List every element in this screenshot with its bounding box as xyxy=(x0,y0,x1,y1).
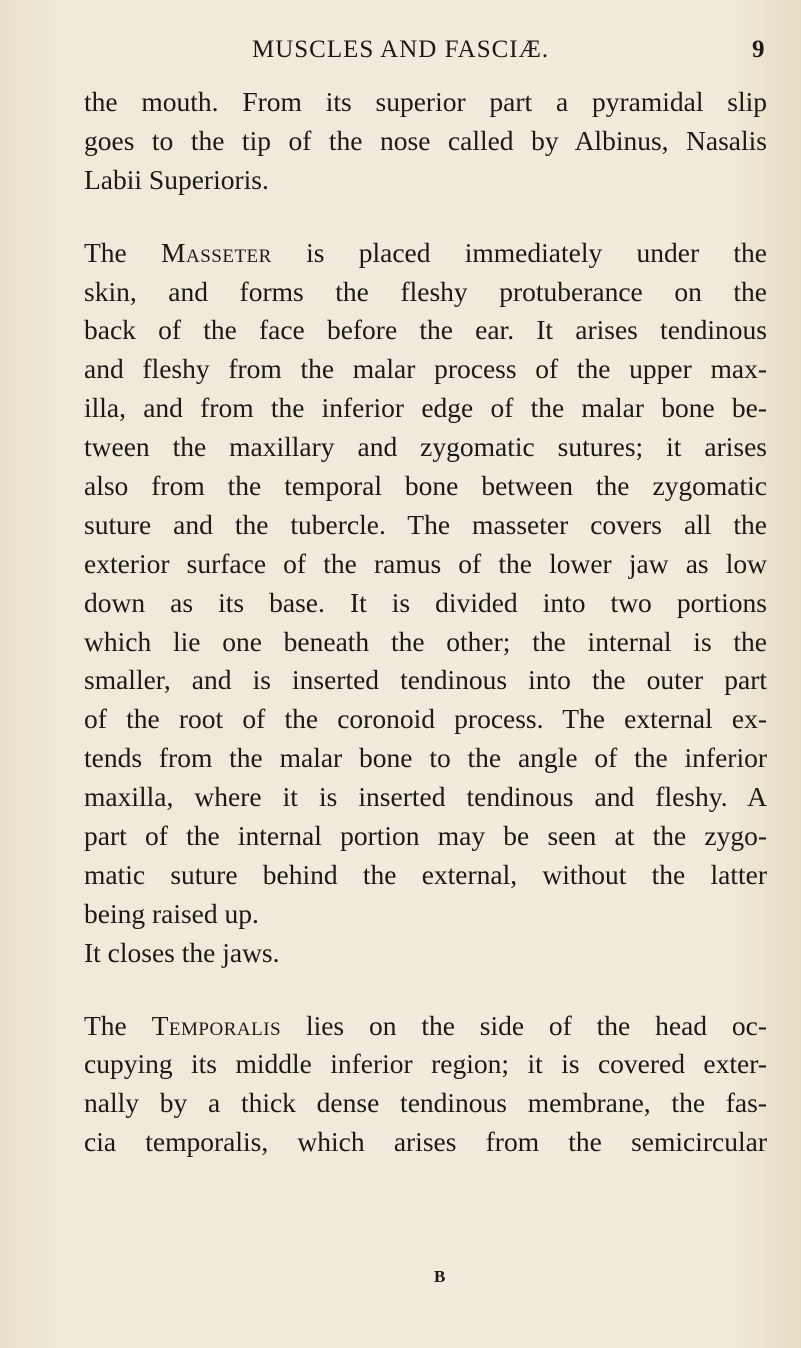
muscle-name-temporalis: Temporalis xyxy=(151,1009,282,1041)
text-line: suture and the tubercle. The masseter covers all the xyxy=(84,508,767,540)
lead-after: is placed immediately under the xyxy=(271,236,767,268)
text-line: Labii Superioris. xyxy=(84,163,269,195)
text-line-lead xyxy=(84,234,767,273)
page-number: 9 xyxy=(752,36,765,63)
text-line: goes to the tip of the nose called by Albinus, Nasalis xyxy=(84,124,767,156)
text-line: which lie one beneath the other; the internal is the xyxy=(84,625,767,657)
text-line: exterior surface of the ramus of the lower jaw as low xyxy=(84,547,767,579)
text-line: back of the face before the ear. It arises tendinous xyxy=(84,314,767,346)
text-line: smaller, and is inserted tendinous into the outer part xyxy=(84,664,767,696)
lead-before: The xyxy=(84,1009,152,1041)
muscle-name-masseter: Masseter xyxy=(161,236,272,268)
running-title: MUSCLES AND FASCIÆ. xyxy=(252,36,550,63)
paragraph-mouth-continuation xyxy=(84,83,767,200)
lead-before: The xyxy=(84,236,162,268)
text-line: also from the temporal bone between the zygomatic xyxy=(84,470,767,502)
text-line: matic suture behind the external, without the latter xyxy=(84,858,767,890)
text-line: part of the internal portion may be seen at the zygo- xyxy=(84,820,767,852)
text-line: cia temporalis, which arises from the semicircular xyxy=(84,1126,767,1158)
text-line: tends from the malar bone to the angle of the inferior xyxy=(84,742,767,774)
text-line-action: It closes the jaws. xyxy=(84,936,280,968)
text-line: being raised up. xyxy=(84,897,259,929)
text-line: of the root of the coronoid process. The external ex- xyxy=(84,703,767,735)
text-line: illa, and from the inferior edge of the malar bone be- xyxy=(84,392,767,424)
text-line: and fleshy from the malar process of the upper max- xyxy=(84,353,767,385)
paragraph-gap xyxy=(84,200,767,234)
text-line: cupying its middle inferior region; it is covered exter- xyxy=(84,1048,767,1080)
running-head xyxy=(0,36,801,66)
text-line: nally by a thick dense tendinous membrane, the fas- xyxy=(84,1087,767,1119)
paragraph-temporalis xyxy=(84,1007,767,1163)
text-line: the mouth. From its superior part a pyramidal slip xyxy=(84,86,767,117)
text-line: maxilla, where it is inserted tendinous and fleshy. A xyxy=(84,781,767,813)
text-line: tween the maxillary and zygomatic sutures; it arises xyxy=(84,431,767,463)
paragraph-gap xyxy=(84,973,767,1007)
body-text xyxy=(84,83,767,1162)
text-line-lead xyxy=(84,1007,767,1046)
text-line: down as its base. It is divided into two portions xyxy=(84,586,767,618)
signature-mark: B xyxy=(434,1267,446,1286)
lead-after: lies on the side of the head oc- xyxy=(281,1009,767,1041)
text-line: skin, and forms the fleshy protuberance on the xyxy=(84,275,767,307)
paragraph-masseter xyxy=(84,234,767,973)
